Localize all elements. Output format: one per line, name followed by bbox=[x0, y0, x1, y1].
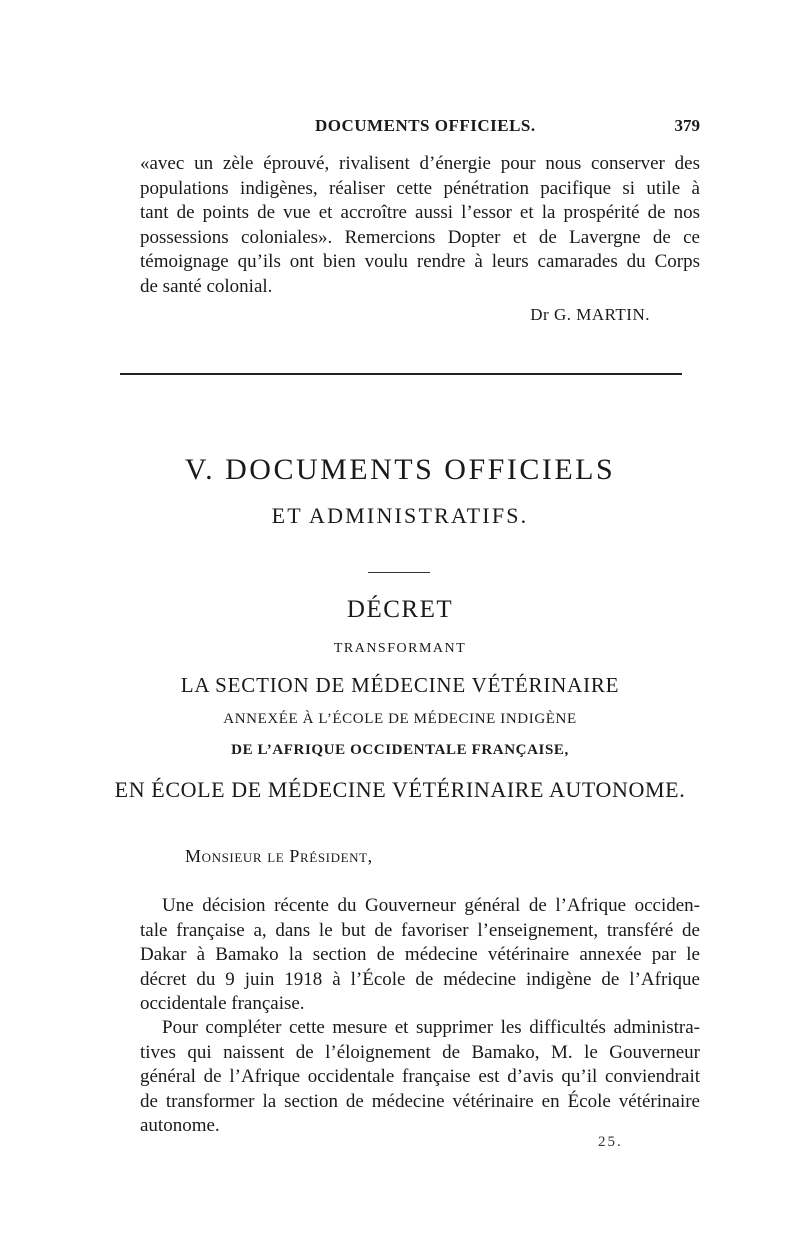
page-number: 379 bbox=[674, 116, 700, 135]
decree-title-line: ANNEXÉE À L’ÉCOLE DE MÉDECINE INDIGÈNE bbox=[223, 711, 577, 727]
decree-transformant: TRANSFORMANT bbox=[333, 641, 467, 656]
short-divider bbox=[368, 572, 430, 573]
text-line: tives qui naissent de l’éloignement de Bamako, M. le Gouverneur bbox=[140, 1041, 700, 1063]
text-line: général de l’Afrique occidentale française est d’avis qu’il conviendrait bbox=[140, 1066, 700, 1087]
text-line: tale française a, dans le but de favoriser l’enseignement, transféré de bbox=[140, 919, 700, 941]
decree-title-line: DE L’AFRIQUE OCCIDENTALE FRANÇAISE, bbox=[231, 742, 569, 758]
text-line: «avec un zèle éprouvé, rivalisent d’énergie pour nous conserver des bbox=[140, 153, 700, 174]
text-line: Dakar à Bamako la section de médecine vétérinaire annexée par le bbox=[140, 944, 700, 965]
text-line: autonome. bbox=[140, 1115, 220, 1136]
decree-title-line: LA SECTION DE MÉDECINE VÉTÉRINAIRE bbox=[180, 673, 620, 697]
text-line: décret du 9 juin 1918 à l’École de médecine indigène de l’Afrique bbox=[140, 968, 700, 990]
salutation: Monsieur le Président, bbox=[185, 846, 373, 866]
author-signature: Dr G. MARTIN. bbox=[530, 305, 650, 324]
continuation-paragraph bbox=[140, 152, 700, 299]
folio-signature: 25. bbox=[598, 1134, 623, 1150]
text-line: possessions coloniales». Remercions Dopter et de Lavergne de ce bbox=[140, 226, 700, 248]
section-title: V. DOCUMENTS OFFICIELS bbox=[184, 453, 616, 486]
text-line: occidentale française. bbox=[140, 993, 305, 1014]
text-line: témoignage qu’ils ont bien voulu rendre à leurs camarades du Corps bbox=[140, 251, 700, 272]
section-divider bbox=[120, 373, 682, 375]
running-head bbox=[140, 116, 700, 140]
text-line: populations indigènes, réaliser cette pénétration pacifique si utile à bbox=[140, 177, 700, 199]
text-line: Pour compléter cette mesure et supprimer les difficultés administra- bbox=[162, 1017, 700, 1038]
text-line: de santé colonial. bbox=[140, 275, 273, 297]
text-line: Une décision récente du Gouverneur général de l’Afrique occiden- bbox=[162, 895, 700, 916]
decree-heading: DÉCRET bbox=[346, 596, 454, 623]
text-line: de transformer la section de médecine vétérinaire en École vétérinaire bbox=[140, 1090, 700, 1112]
body-paragraph-1 bbox=[140, 894, 700, 1017]
text-line: tant de points de vue et accroître aussi l’essor et la prospérité de nos bbox=[140, 202, 700, 223]
body-paragraph-2 bbox=[140, 1016, 700, 1139]
decree-title-line: EN ÉCOLE DE MÉDECINE VÉTÉRINAIRE AUTONOME. bbox=[114, 777, 686, 802]
section-subtitle: ET ADMINISTRATIFS. bbox=[271, 503, 529, 528]
running-head-title: DOCUMENTS OFFICIELS. bbox=[315, 116, 536, 135]
